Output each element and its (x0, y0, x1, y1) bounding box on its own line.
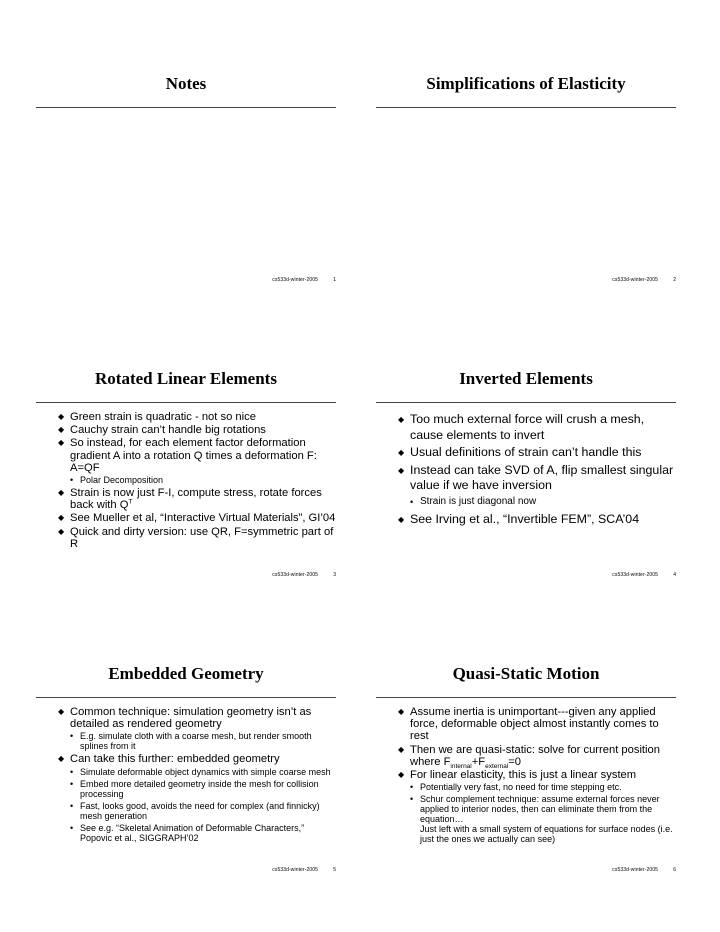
page-number: 4 (673, 572, 676, 578)
diamond-bullet-icon: ◆ (58, 526, 65, 536)
bullet: ◆ So instead, for each element factor deformation gradient A into a rotation Q times a deformation F: A=QF (58, 437, 317, 474)
bullet: ◆ Strain is now just F-I, compute stress, rotate forces back with $Q^T$ (58, 487, 322, 512)
slide-body (58, 411, 338, 551)
bullet: ◆ Too much external force will crush a mesh, cause elements to invert (398, 412, 645, 442)
page-number: 5 (333, 867, 336, 873)
diamond-bullet-icon: ◆ (58, 438, 65, 448)
title-divider (36, 402, 336, 403)
title-divider (376, 107, 676, 108)
footer-course: cs533d-winter-2005 (612, 867, 658, 873)
dot-bullet-icon: • (70, 731, 74, 742)
slide-title: Rotated Linear Elements (95, 369, 277, 388)
page-number: 1 (333, 277, 336, 283)
footer-course: cs533d-winter-2005 (272, 277, 318, 283)
slide-5 (36, 664, 336, 879)
sub-bullet: • See e.g. “Skeletal Animation of Deformable Characters,” Popovic et al., SIGGRAPH’02 (70, 822, 305, 843)
slide-footer (36, 277, 336, 287)
slide-title: Notes (165, 74, 207, 93)
slide-footer (376, 277, 676, 287)
diamond-bullet-icon: ◆ (58, 754, 65, 764)
slide-title: Simplifications of Elasticity (426, 74, 626, 93)
diamond-bullet-icon: ◆ (398, 465, 405, 475)
diamond-bullet-icon: ◆ (58, 412, 65, 421)
slide-body (398, 412, 678, 529)
diamond-bullet-icon: ◆ (58, 488, 65, 498)
sub-bullet: • Embed more detailed geometry inside the mesh for collision processing (70, 778, 319, 799)
sub-bullet: • E.g. simulate cloth with a coarse mesh, but render smooth splines from it (70, 731, 312, 752)
slide-title: Inverted Elements (459, 369, 593, 388)
bullet: ◆ See Irving et al., “Invertible FEM”, SCA’04 (398, 511, 640, 526)
page-number: 6 (673, 867, 676, 873)
bullet: ◆ Usual definitions of strain can’t handle this (398, 445, 642, 459)
dot-bullet-icon: • (70, 778, 74, 789)
bullet: ◆ See Mueller et al, “Interactive Virtual Materials”, GI’04 (58, 512, 336, 525)
diamond-bullet-icon: ◆ (398, 448, 405, 457)
dot-bullet-icon: • (410, 794, 414, 805)
slide-footer (376, 867, 676, 877)
sub-bullet: • Strain is just diagonal now (410, 495, 537, 507)
page-number: 3 (333, 572, 336, 578)
bullet: ◆ Quick and dirty version: use QR, F=symmetric part of R (58, 525, 334, 550)
slide-3 (36, 369, 336, 584)
diamond-bullet-icon: ◆ (58, 425, 65, 435)
slide-2 (376, 74, 676, 289)
bullet: ◆ Common technique: simulation geometry isn’t as detailed as rendered geometry (58, 706, 312, 731)
diamond-bullet-icon: ◆ (398, 514, 405, 524)
dot-bullet-icon: • (70, 475, 74, 486)
slide-footer (36, 867, 336, 877)
dot-bullet-icon: • (410, 496, 414, 507)
bullet: ◆ For linear elasticity, this is just a linear system (398, 769, 637, 782)
sub-bullet: • Simulate deformable object dynamics with simple coarse mesh (70, 766, 331, 777)
sub-bullet: • Fast, looks good, avoids the need for complex (and finnicky) mesh generation (70, 800, 320, 821)
title-divider (36, 697, 336, 698)
sub-bullet: • Polar Decomposition (70, 475, 164, 486)
dot-bullet-icon: • (70, 822, 74, 833)
bullet: ◆ Green strain is quadratic - not so nice (58, 411, 256, 423)
diamond-bullet-icon: ◆ (398, 707, 405, 716)
diamond-bullet-icon: ◆ (398, 770, 405, 780)
diamond-bullet-icon: ◆ (58, 707, 65, 716)
diamond-bullet-icon: ◆ (58, 513, 65, 523)
page-number: 2 (673, 277, 676, 283)
title-divider (376, 402, 676, 403)
slide-footer (376, 572, 676, 582)
bullet: ◆ Then we are quasi-static: solve for current position where $F_{internal}+F_{external}=0$ (398, 743, 660, 771)
bullet: ◆ Assume inertia is unimportant---given any applied force, deformable object almost instantly comes to rest (398, 706, 659, 743)
diamond-bullet-icon: ◆ (398, 744, 405, 754)
sub-bullet: • Potentially very fast, no need for time stepping etc. (410, 782, 622, 793)
footer-course: cs533d-winter-2005 (272, 572, 318, 578)
bullet: ◆ Cauchy strain can’t handle big rotations (58, 424, 266, 437)
footer-course: cs533d-winter-2005 (612, 572, 658, 578)
footer-course: cs533d-winter-2005 (612, 277, 658, 283)
slide-4 (376, 369, 676, 584)
dot-bullet-icon: • (70, 766, 74, 777)
slide-1 (36, 74, 336, 289)
slide-title: Embedded Geometry (108, 664, 264, 683)
sub-bullet: • Schur complement technique: assume external forces never applied to interior nodes, then can eliminate them from the equation… Just left with a small system of equations for surface nodes (i.e. just the ones we actually can see) (410, 794, 673, 845)
slide-title: Quasi-Static Motion (452, 664, 600, 683)
title-divider (36, 107, 336, 108)
slide-6 (376, 664, 676, 879)
footer-course: cs533d-winter-2005 (272, 867, 318, 873)
dot-bullet-icon: • (70, 800, 74, 811)
slide-body (398, 706, 678, 846)
diamond-bullet-icon: ◆ (398, 415, 405, 424)
bullet: ◆ Can take this further: embedded geometry (58, 753, 280, 766)
title-divider (376, 697, 676, 698)
bullet: ◆ Instead can take SVD of A, flip smallest singular value if we have inversion (398, 462, 674, 492)
dot-bullet-icon: • (410, 782, 414, 793)
slide-footer (36, 572, 336, 582)
slide-body (58, 706, 338, 845)
